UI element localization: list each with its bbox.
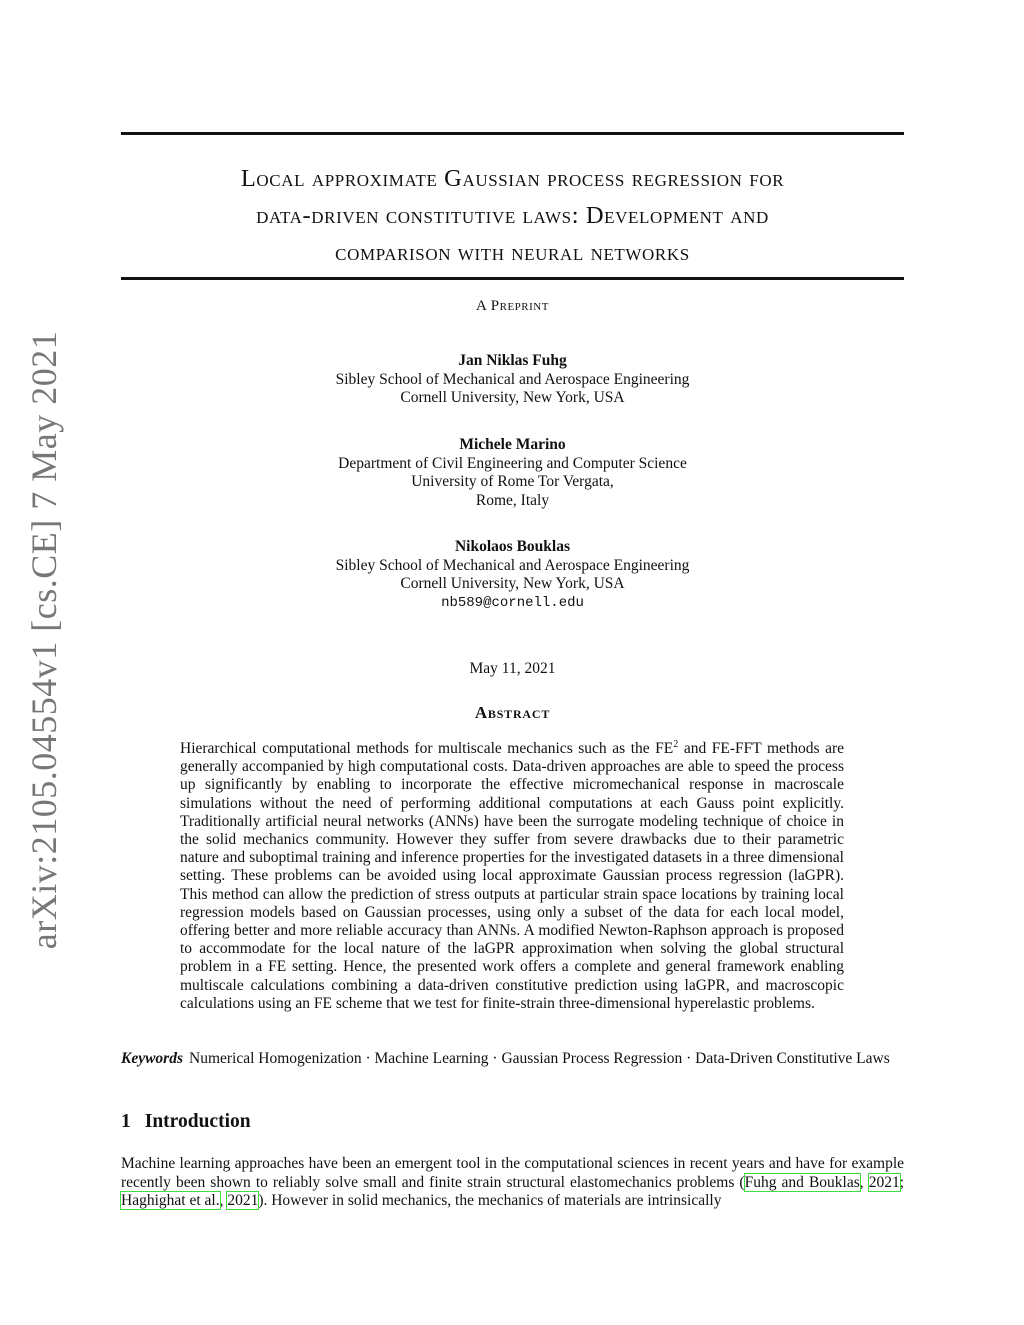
intro-text: ). However in solid mechanics, the mechanics of materials are intrinsically [258,1192,722,1209]
abstract-text [180,740,844,1013]
section-heading-introduction [121,1111,251,1133]
author-affiliation-line: Department of Civil Engineering and Computer Science [338,454,687,472]
title-line-1: Local approximate Gaussian process regression for [240,165,785,192]
author-affiliation-line: Rome, Italy [475,491,550,509]
section-number: 1 [121,1111,131,1132]
paper-date: May 11, 2021 [469,660,556,677]
citation-separator: , [859,1173,869,1191]
author-email-link[interactable]: nb589@cornell.edu [441,594,584,611]
intro-text: Machine learning approaches have been an emergent tool in the computational sciences in recent years and have for example recently been shown to reliably solve small and finite strain structural elastomechanics problems ( [121,1155,904,1191]
citation-link-haghighat[interactable]: Haghighat et al. [121,1192,220,1209]
keywords-text: Numerical Homogenization · Machine Learning · Gaussian Process Regression · Data-Driven Constitutive Laws [189,1050,890,1067]
introduction-paragraph [121,1155,904,1211]
citation-link-fuhg[interactable]: Fuhg and Bouklas [744,1173,860,1191]
author-block [121,352,904,408]
author-block [121,436,904,510]
author-affiliation-line: Sibley School of Mechanical and Aerospace Engineering [335,370,690,388]
abstract-text-rest: and FE-FFT methods are generally accompanied by high computational costs. Data-driven approaches are able to speed the process up significantly by enabling to incorporate the effective micromechanical response in macroscale simulations without the need of performing additional computations at each Gauss point explicitly. Traditionally artificial neural networks (ANNs) have been the surrogate modeling technique of choice in the solid mechanics community. However they suffer from severe drawbacks due to their parametric nature and suboptimal training and inference properties for the investigated datasets in a three dimensional setting. These problems can be avoided using local approximate Gaussian process regression (laGPR). This method can allow the prediction of stress outputs at particular strain space locations by training local regression models based on Gaussian processes, using only a subset of the data for each local model, offering better and more reliable accuracy than ANNs. A modified Newton-Raphson approach is proposed to accommodate for the local nature of the laGPR approximation when solving the global structural problem in a FE setting. Hence, the presented work offers a complete and general framework enabling multiscale calculations combining a data-driven constitutive prediction using laGPR, and macroscopic calculations using an FE scheme that we test for finite-strain three-dimensional hyperelastic problems. [180,740,844,1012]
title-rule-bottom [121,277,904,280]
arxiv-stamp: arXiv:2105.04554v1 [cs.CE] 7 May 2021 [24,330,64,950]
author-block [121,538,904,612]
citation-link-fuhg-year[interactable]: 2021 [868,1173,900,1191]
keywords [121,1050,904,1069]
keywords-label: Keywords [121,1050,183,1067]
citation-separator: , [219,1192,228,1209]
citation-separator: ; [899,1173,904,1191]
author-name: Nikolaos Bouklas [454,538,570,555]
section-title: Introduction [144,1111,251,1132]
paper-title [121,160,904,271]
fe-squared-superscript: 2 [673,738,679,750]
title-line-2: data-driven constitutive laws: Development and [256,202,769,229]
author-affiliation-line: University of Rome Tor Vergata, [411,473,614,490]
author-name: Michele Marino [459,436,566,453]
abstract-text-start: Hierarchical computational methods for multiscale mechanics such as the FE [180,740,674,757]
author-affiliation-line: Cornell University, New York, USA [400,575,625,592]
abstract-heading: Abstract [474,703,551,722]
preprint-label: A Preprint [476,298,549,314]
author-affiliation-line: Cornell University, New York, USA [400,389,625,406]
author-affiliation-line: Sibley School of Mechanical and Aerospace Engineering [335,556,690,574]
citation-link-haghighat-year[interactable]: 2021 [227,1192,259,1209]
title-line-3: comparison with neural networks [335,239,690,266]
title-rule-top [121,132,904,135]
author-name: Jan Niklas Fuhg [458,352,567,369]
